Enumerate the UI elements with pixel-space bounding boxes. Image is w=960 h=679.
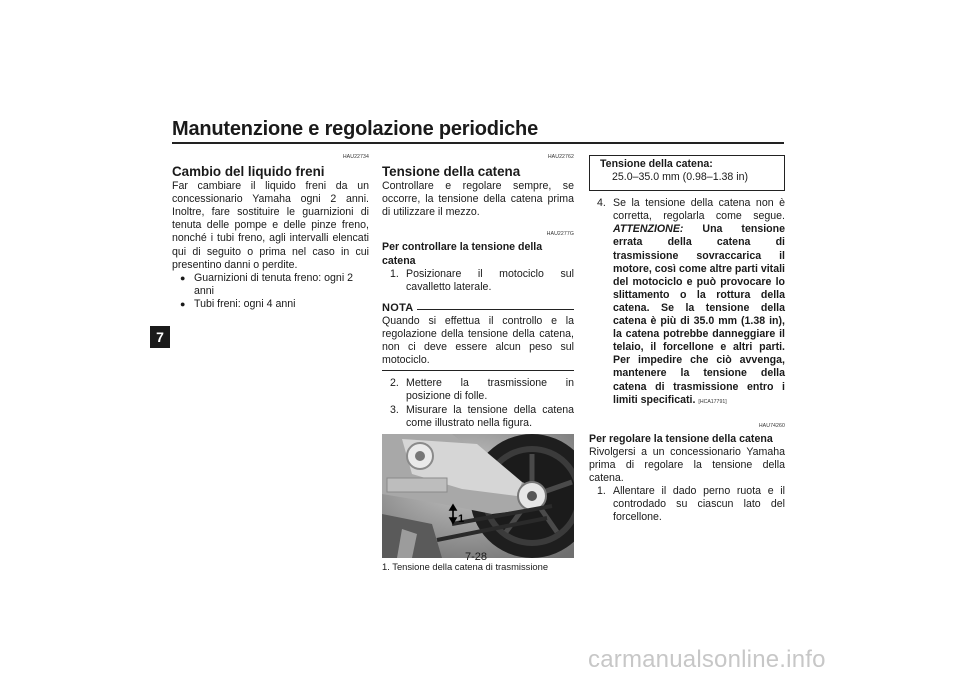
spec-value: 25.0–35.0 mm (0.98–1.38 in) [612,171,749,184]
step-item: 1. Allentare il dado perno ruota e il controdado su ciascun lato del forcellone. [597,485,785,524]
section-code: HAU22762 [547,154,574,160]
section-heading-brake-fluid: Cambio del liquido freni [172,164,325,180]
chain-tension-figure [382,434,574,558]
chain-tension-paragraph: Controllare e regolare sempre, se occorre, la tensione della catena prima di utilizzare il mezzo. [382,180,574,219]
bullet-icon: ● [180,272,186,283]
brake-fluid-paragraph: Far cambiare il liquido freni da un concessionario Yamaha ogni 2 anni. Inoltre, fare sostituire le guarnizioni di tenuta delle pompe e delle pinze freno, nonché i tubi freno, agli intervalli elencati qui di seguito o prima nel caso in cui presentino danni o perdite. [172,180,369,271]
section-code: HAU22734 [342,154,369,160]
figure-caption: 1. Tensione della catena di trasmissione [382,560,549,572]
subheading-adjust-chain: Per regolare la tensione della catena [589,432,773,445]
attention-text: Una tensione errata della catena di trasmissione sovraccarica il motore, così come altre parti vitali del motociclo e può provocare lo slittamento o la rottura della catena. Se la tensione della catena è più di 35.0 mm (1.38 in), la catena potrebbe danneggiare il telaio, il forcellone e altri parti. Per impedire che ciò avvenga, mantenere la tensione della catena di trasmissione entro i limiti specificati. [613,223,785,406]
figure-callout-1: 1 [458,512,465,525]
step-item: 3. Misurare la tensione della catena come illustrato nella figura. [390,403,574,429]
nota-end-rule [382,370,574,371]
nota-header [382,302,574,315]
list-item: ● Guarnizioni di tenuta freno: ogni 2 anni [180,271,354,297]
right-column [589,155,785,524]
nota-text: Quando si effettua il controllo e la regolazione della tensione della catena, non ci deve essere alcun peso sul motociclo. [382,314,574,367]
step-item: 4. Se la tensione della catena non è corretta, regolarla come segue. ATTENZIONE: Una tensione errata della catena di trasmissione sovraccarica il motore, così come altre parti vitali del motociclo e può provocare lo slittamento o la rottura della catena. Se la tensione della catena è più di 35.0 mm (1.38 in), la catena potrebbe danneggiare il telaio, il forcellone e altri parti. Per impedire che ciò avvenga, mantenere la tensione della catena di trasmissione entro i limiti specificati. [HCA17791] [597,197,785,406]
header-rule [172,142,784,144]
nota-label: NOTA [382,301,414,314]
step-item: 1. Posizionare il motociclo sul cavalletto laterale. [390,267,574,293]
motorcycle-chain-illustration [382,434,574,558]
bullet-icon: ● [180,298,186,309]
left-column [172,151,369,311]
page-header-title: Manutenzione e regolazione periodiche [172,118,538,140]
chapter-tab: 7 [150,326,170,348]
page-number: 7-28 [465,551,488,563]
section-heading-chain-tension: Tensione della catena [382,164,521,180]
step4-text: Se la tensione della catena non è corretta, regolarla come segue. [613,197,785,223]
watermark: carmanualsonline.info [588,646,826,673]
section-code: HAU74260 [758,422,785,429]
middle-column [382,151,574,573]
attention-label: ATTENZIONE: [613,223,684,236]
spec-title: Tensione della catena: [600,158,713,170]
subheading-check-chain: Per controllare la tensione della catena [382,241,543,267]
spec-box [589,155,785,191]
adjust-chain-paragraph: Rivolgersi a un concessionario Yamaha prima di regolare la tensione della catena. [589,445,785,485]
list-item: ● Tubi freni: ogni 4 anni [180,297,296,310]
step-item: 2. Mettere la trasmissione in posizione di folle. [390,377,574,403]
nota-rule [417,309,574,310]
section-code: HAU2277G [546,231,574,238]
attention-code: [HCA17791] [698,398,727,405]
